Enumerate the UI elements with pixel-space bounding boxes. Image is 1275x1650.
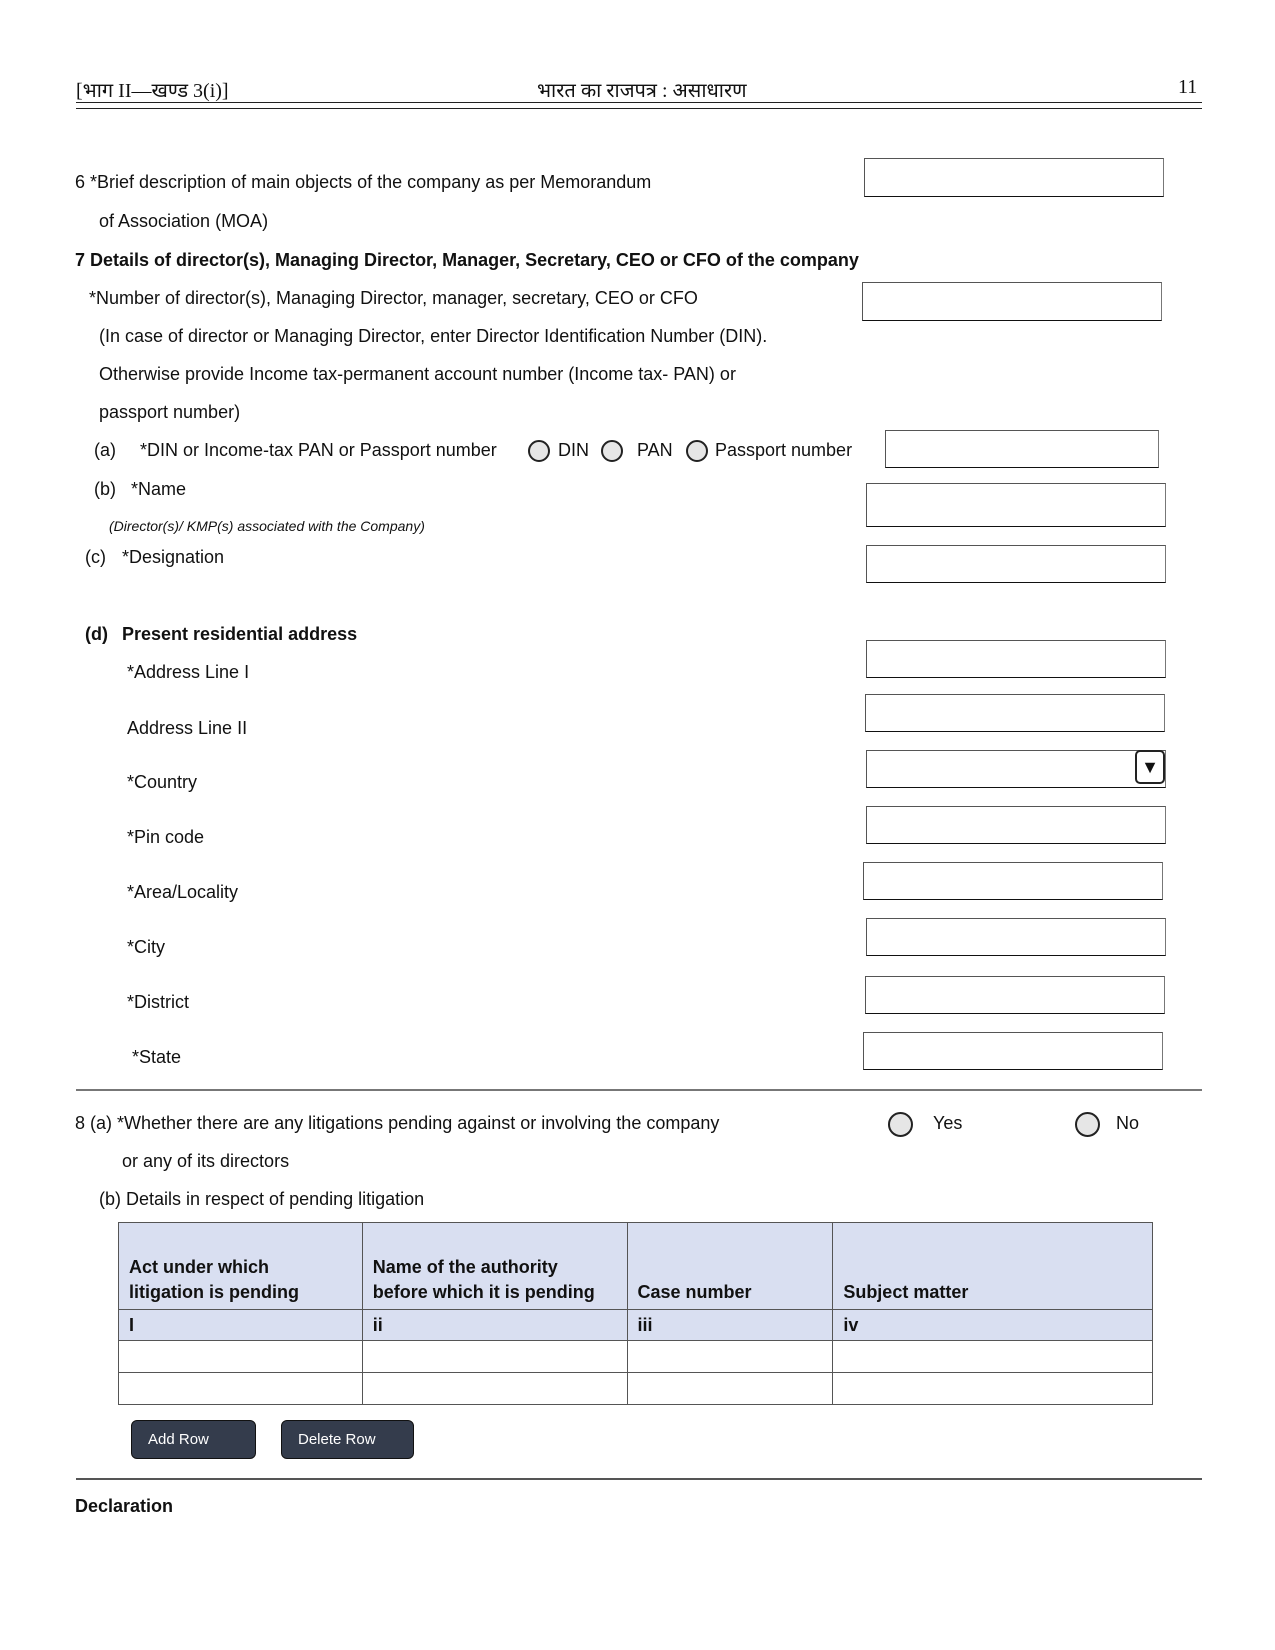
country-dropdown-button[interactable] (1135, 750, 1165, 784)
radio-pan[interactable] (601, 440, 623, 462)
name-input[interactable] (866, 483, 1166, 527)
header-rule (76, 102, 1202, 103)
din-note-line3: passport number) (99, 402, 241, 422)
q7d-marker: (d) (85, 624, 108, 644)
district-label: *District (127, 992, 189, 1012)
table-cell-act[interactable] (119, 1373, 363, 1405)
col-header-act: Act under which litigation is pending (119, 1223, 363, 1310)
q7c-marker: (c) (85, 547, 106, 567)
id-type-label: *DIN or Income-tax PAN or Passport number (140, 440, 497, 460)
city-label: *City (127, 937, 166, 957)
pincode-input[interactable] (866, 806, 1166, 844)
district-input[interactable] (865, 976, 1165, 1014)
col-header-subject: Subject matter (833, 1223, 1153, 1310)
radio-litigation-yes-label: Yes (933, 1113, 963, 1133)
radio-passport-label: Passport number (715, 440, 853, 460)
col-number: I (119, 1310, 363, 1341)
table-cell-act[interactable] (119, 1341, 363, 1373)
name-note: (Director(s)/ KMP(s) associated with the Company) (109, 518, 425, 534)
table-cell-authority[interactable] (362, 1373, 627, 1405)
q7b-marker: (b) (94, 479, 116, 499)
litigation-question-line1: 8 (a) *Whether there are any litigations pending against or involving the company (75, 1113, 720, 1133)
table-cell-case-number[interactable] (627, 1373, 833, 1405)
din-note-line2: Otherwise provide Income tax-permanent account number (Income tax- PAN) or (99, 364, 736, 384)
area-locality-input[interactable] (863, 862, 1163, 900)
city-input[interactable] (866, 918, 1166, 956)
litigation-details-label: (b) Details in respect of pending litigation (99, 1189, 425, 1209)
col-number: iv (833, 1310, 1153, 1341)
director-count-label: *Number of director(s), Managing Director, manager, secretary, CEO or CFO (89, 288, 698, 308)
litigation-table (118, 1222, 1153, 1405)
country-label: *Country (127, 772, 198, 792)
residential-address-title: Present residential address (122, 624, 358, 644)
table-cell-subject[interactable] (833, 1373, 1153, 1405)
declaration-title: Declaration (75, 1496, 174, 1516)
director-count-input[interactable] (862, 282, 1162, 321)
gazette-title: भारत का राजपत्र : असाधारण (537, 80, 747, 102)
radio-litigation-no[interactable] (1075, 1112, 1100, 1137)
gazette-part-label: [भाग II—खण्ड 3(i)] (76, 80, 229, 102)
radio-pan-label: PAN (637, 440, 673, 460)
moa-objects-input[interactable] (864, 158, 1164, 197)
designation-label: *Designation (122, 547, 225, 567)
radio-passport[interactable] (686, 440, 708, 462)
address-line2-input[interactable] (865, 694, 1165, 732)
table-cell-authority[interactable] (362, 1341, 627, 1373)
page-number: 11 (1178, 76, 1198, 98)
table-number-row (119, 1310, 1153, 1341)
address-line1-label: *Address Line I (127, 662, 250, 682)
col-header-case-number: Case number (627, 1223, 833, 1310)
state-label: *State (132, 1047, 182, 1067)
radio-din-label: DIN (558, 440, 589, 460)
col-number: ii (362, 1310, 627, 1341)
designation-input[interactable] (866, 545, 1166, 583)
header-rule-double (76, 108, 1202, 109)
q7-section-title: 7 Details of director(s), Managing Director, Manager, Secretary, CEO or CFO of the company (75, 250, 859, 270)
table-row (119, 1373, 1153, 1405)
q7a-marker: (a) (94, 440, 116, 460)
address-line2-label: Address Line II (127, 718, 248, 738)
name-label: *Name (131, 479, 187, 499)
country-select[interactable] (866, 750, 1166, 788)
delete-row-button[interactable]: Delete Row (281, 1420, 414, 1459)
col-number: iii (627, 1310, 833, 1341)
table-row (119, 1341, 1153, 1373)
radio-din[interactable] (528, 440, 550, 462)
area-locality-label: *Area/Locality (127, 882, 239, 902)
table-header-row (119, 1223, 1153, 1310)
col-header-authority: Name of the authority before which it is pending (362, 1223, 627, 1310)
q6-label-line1: 6 *Brief description of main objects of the company as per Memorandum (75, 172, 652, 192)
add-row-button[interactable]: Add Row (131, 1420, 256, 1459)
din-note-line1: (In case of director or Managing Director, enter Director Identification Number (DIN). (99, 326, 768, 346)
radio-litigation-yes[interactable] (888, 1112, 913, 1137)
table-cell-subject[interactable] (833, 1341, 1153, 1373)
section-divider (76, 1089, 1202, 1091)
address-line1-input[interactable] (866, 640, 1166, 678)
q6-label-line2: of Association (MOA) (99, 211, 269, 231)
declaration-divider (76, 1478, 1202, 1480)
table-cell-case-number[interactable] (627, 1341, 833, 1373)
din-pan-passport-input[interactable] (885, 430, 1159, 468)
litigation-question-line2: or any of its directors (122, 1151, 290, 1171)
pincode-label: *Pin code (127, 827, 205, 847)
chevron-down-icon: ▼ (1141, 756, 1159, 777)
state-input[interactable] (863, 1032, 1163, 1070)
radio-litigation-no-label: No (1116, 1113, 1140, 1133)
